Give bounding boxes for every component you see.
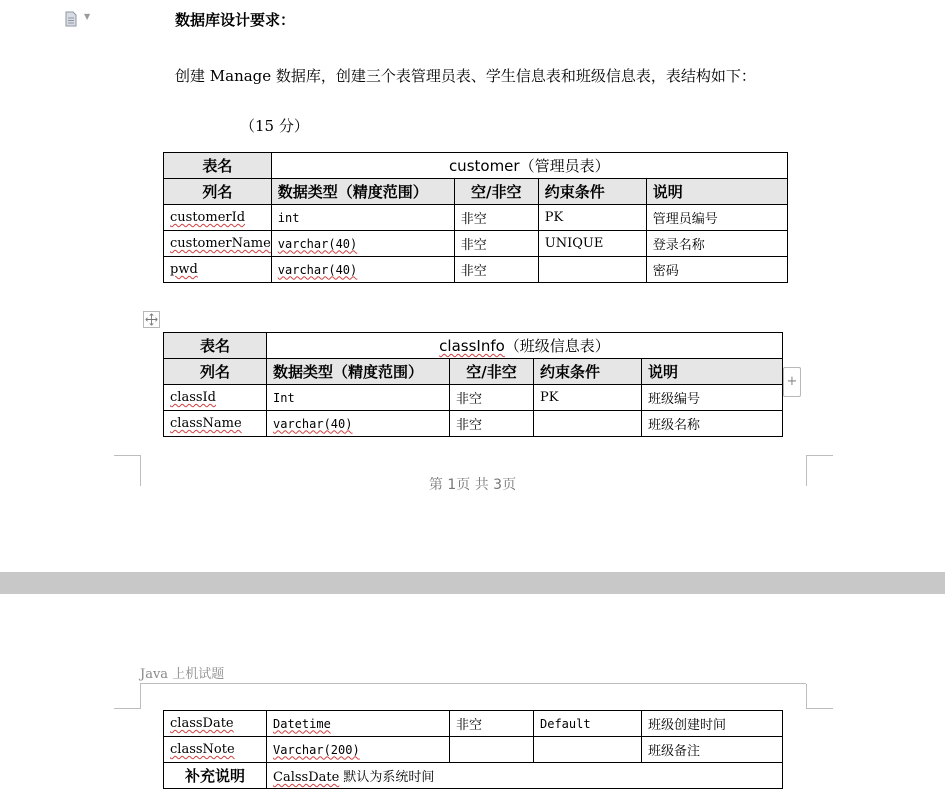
table-title-cn: （管理员表）: [519, 157, 610, 175]
section-heading: 数据库设计要求：: [175, 11, 296, 29]
page-gap: [0, 572, 945, 594]
table-title: [267, 333, 783, 359]
cell-desc: 管理员编号: [646, 205, 787, 231]
table-row: [164, 205, 788, 231]
header-col-name: 列名: [164, 359, 267, 385]
header-col-null: 空/非空: [454, 179, 538, 205]
header-col-null: 空/非空: [450, 359, 534, 385]
table-title-name: classInfo: [439, 337, 505, 355]
cell-type: Int: [267, 385, 450, 411]
note-field: CalssDate: [273, 770, 340, 785]
cell-constraint: PK: [534, 385, 642, 411]
cell-name: customerName: [164, 231, 272, 257]
table-note-row: [164, 763, 783, 789]
cell-type: Varchar(200): [267, 737, 450, 763]
cell-desc: 班级备注: [642, 737, 783, 763]
table-title-row: [164, 153, 788, 179]
cell-desc: 班级名称: [642, 411, 783, 437]
header-col-constraint: 约束条件: [534, 359, 642, 385]
header-col-desc: 说明: [646, 179, 787, 205]
header-col-name: 列名: [164, 179, 272, 205]
cell-constraint: [538, 257, 646, 283]
table-row: [164, 411, 783, 437]
cell-constraint: PK: [538, 205, 646, 231]
cell-name: classDate: [164, 711, 267, 737]
cell-constraint: [534, 737, 642, 763]
cell-desc: 登录名称: [646, 231, 787, 257]
chevron-down-icon[interactable]: ▼: [84, 12, 91, 21]
table-row: [164, 257, 788, 283]
document-icon[interactable]: [63, 11, 79, 27]
table-name-label: 表名: [164, 153, 272, 179]
cell-type: Datetime: [267, 711, 450, 737]
table-move-handle-icon[interactable]: [143, 311, 160, 328]
cell-name: classId: [164, 385, 267, 411]
header-col-constraint: 约束条件: [538, 179, 646, 205]
cell-desc: 密码: [646, 257, 787, 283]
table-row: [164, 711, 783, 737]
margin-corner-marker: [806, 684, 833, 709]
note-label: 补充说明: [164, 763, 267, 789]
cell-null: 非空: [454, 257, 538, 283]
page-header: Java 上机试题: [140, 667, 225, 682]
table-header-row: [164, 359, 783, 385]
note-cell: [267, 763, 783, 789]
table-row: [164, 737, 783, 763]
table-title: [271, 153, 787, 179]
header-col-type: 数据类型（精度范围）: [267, 359, 450, 385]
cell-type: varchar(40): [267, 411, 450, 437]
cell-desc: 班级创建时间: [642, 711, 783, 737]
cell-type: int: [271, 205, 454, 231]
classinfo-table-continued: [163, 710, 783, 789]
table-title-row: [164, 333, 783, 359]
cell-constraint: Default: [534, 711, 642, 737]
cell-null: 非空: [450, 411, 534, 437]
header-col-desc: 说明: [642, 359, 783, 385]
table-title-cn: （班级信息表）: [504, 337, 610, 355]
cell-name: classNote: [164, 737, 267, 763]
score-text: （15 分）: [240, 117, 309, 135]
cell-type: varchar(40): [271, 257, 454, 283]
table-title-name: customer: [448, 157, 520, 175]
cell-type: varchar(40): [271, 231, 454, 257]
cell-null: 非空: [454, 205, 538, 231]
note-text: 默认为系统时间: [339, 770, 435, 785]
cell-null: 非空: [450, 711, 534, 737]
table-header-row: [164, 179, 788, 205]
page-footer: 第 1页 共 3页: [428, 477, 517, 493]
cell-null: [450, 737, 534, 763]
cell-desc: 班级编号: [642, 385, 783, 411]
header-col-type: 数据类型（精度范围）: [271, 179, 454, 205]
cell-null: 非空: [454, 231, 538, 257]
customer-table: [163, 152, 788, 283]
header-divider: [140, 683, 806, 684]
cell-name: pwd: [164, 257, 272, 283]
margin-corner-marker: [114, 684, 141, 709]
cell-constraint: [534, 411, 642, 437]
cell-name: className: [164, 411, 267, 437]
table-name-label: 表名: [164, 333, 267, 359]
document-page-2: [0, 594, 945, 802]
add-column-button[interactable]: +: [783, 367, 801, 397]
cell-null: 非空: [450, 385, 534, 411]
table-row: [164, 231, 788, 257]
cell-name: customerId: [164, 205, 272, 231]
classinfo-table: [163, 332, 783, 437]
requirement-paragraph: 创建 Manage 数据库，创建三个表管理员表、学生信息表和班级信息表，表结构如下：: [175, 67, 756, 85]
cell-constraint: UNIQUE: [538, 231, 646, 257]
table-row: [164, 385, 783, 411]
